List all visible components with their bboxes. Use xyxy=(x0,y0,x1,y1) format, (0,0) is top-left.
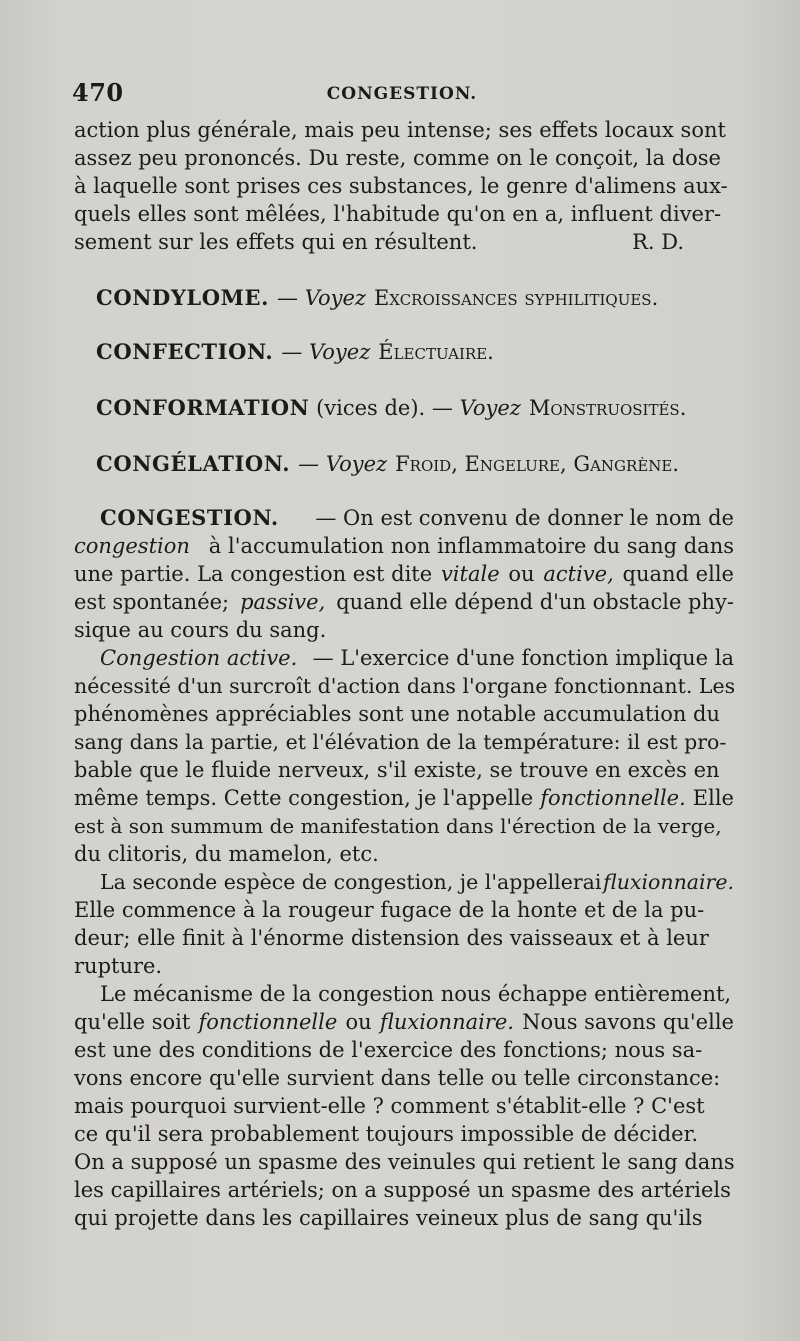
line-text: phénomènes appréciables sont une notable accumulation du xyxy=(74,702,721,726)
line-text: même temps. Cette congestion, je l'appelle xyxy=(74,786,534,810)
text-line xyxy=(74,811,734,841)
line-text: est spontanée; xyxy=(74,590,230,614)
text-line xyxy=(74,1035,734,1065)
entry-condylome xyxy=(96,283,756,313)
italic-term: fonctionnelle xyxy=(198,1010,338,1034)
text-line xyxy=(74,531,734,561)
line-text: ce qu'il sera probablement toujours impossible de décider. xyxy=(74,1122,699,1146)
line-text: du clitoris, du mamelon, etc. xyxy=(74,842,379,866)
entry-congestion xyxy=(100,503,734,533)
text-line xyxy=(100,867,734,897)
text-line xyxy=(74,1091,734,1121)
text-line xyxy=(74,671,734,701)
text-line xyxy=(74,755,734,785)
page-number: 470 xyxy=(72,78,124,107)
italic-term: fluxionnaire. xyxy=(603,870,734,894)
line-text: une partie. La congestion est dite xyxy=(74,562,433,586)
line-text: action plus générale, mais peu intense; ses effets locaux sont xyxy=(74,118,726,142)
running-title: CONGESTION. xyxy=(326,84,478,104)
text-line xyxy=(74,171,734,201)
text-line xyxy=(74,1175,734,1205)
italic-term: fonctionnelle. xyxy=(540,786,686,810)
line-text: qui projette dans les capillaires veineux plus de sang qu'ils xyxy=(74,1206,703,1230)
text-line xyxy=(74,699,734,729)
line-text: à l'accumulation non inflammatoire du sang dans xyxy=(208,534,734,558)
line-text: les capillaires artériels; on a supposé un spasme des artériels xyxy=(74,1178,731,1202)
entry-congelation xyxy=(96,449,756,479)
text-line xyxy=(74,1063,734,1093)
line-text: ou xyxy=(345,1010,372,1034)
line-text: nécessité d'un surcroît d'action dans l'organe fonctionnant. Les xyxy=(74,674,736,698)
see-reference: — Voyez xyxy=(298,452,388,476)
see-reference: — Voyez xyxy=(277,286,366,310)
italic-term: congestion xyxy=(74,534,190,558)
text-line xyxy=(74,727,734,757)
line-text: bable que le fluide nerveux, s'il existe, se trouve en excès en xyxy=(74,758,720,782)
line-text: Le mécanisme de la congestion nous échappe entièrement, xyxy=(100,982,732,1006)
section-heading: Congestion active. xyxy=(100,646,298,670)
line-text: On a supposé un spasme des veinules qui retient le sang dans xyxy=(74,1150,735,1174)
cross-reference: Monstruosités. xyxy=(528,396,687,420)
entry-term: CONFORMATION xyxy=(96,395,310,420)
line-text: Nous savons qu'elle xyxy=(522,1010,734,1034)
line-text: ou xyxy=(508,562,535,586)
cross-reference: Froid, Engelure, Gangrène. xyxy=(395,452,680,476)
line-text: qu'elle soit xyxy=(74,1010,191,1034)
italic-term: vitale xyxy=(440,562,500,586)
line-text: sement sur les effets qui en résultent. xyxy=(74,230,478,254)
text-line xyxy=(100,643,734,673)
text-line xyxy=(74,143,734,173)
line-text: — L'exercice d'une fonction implique la xyxy=(312,646,734,670)
text-line xyxy=(74,227,734,257)
line-text: Elle commence à la rougeur fugace de la honte et de la pu- xyxy=(74,898,705,922)
line-text: assez peu prononcés. Du reste, comme on le conçoit, la dose xyxy=(74,146,721,170)
line-text: rupture. xyxy=(74,954,163,978)
line-text: est une des conditions de l'exercice des fonctions; nous sa- xyxy=(74,1038,703,1062)
line-text: sang dans la partie, et l'élévation de la température: il est pro- xyxy=(74,730,727,754)
line-text: La seconde espèce de congestion, je l'appellerai xyxy=(100,870,602,894)
text-line xyxy=(74,615,734,645)
line-text: quand elle xyxy=(622,562,734,586)
text-line xyxy=(74,1007,734,1037)
see-reference: — Voyez xyxy=(281,340,371,364)
line-text: sique au cours du sang. xyxy=(74,618,327,642)
text-line xyxy=(74,951,734,981)
text-line xyxy=(100,979,734,1009)
text-line xyxy=(74,783,734,813)
line-text: Elle xyxy=(692,786,734,810)
text-line xyxy=(74,1119,734,1149)
author-signature: R. D. xyxy=(632,230,684,254)
see-reference: Voyez xyxy=(459,396,521,420)
line-text: à laquelle sont prises ces substances, le genre d'alimens aux- xyxy=(74,174,728,198)
line-text: quels elles sont mêlées, l'habitude qu'on en a, influent diver- xyxy=(74,202,722,226)
entry-term: CONDYLOME. xyxy=(96,285,270,310)
line-text: — On est convenu de donner le nom de xyxy=(315,506,734,530)
entry-term: CONFECTION. xyxy=(96,339,274,364)
cross-reference: Excroissances syphilitiques. xyxy=(373,286,659,310)
text-line xyxy=(74,1147,734,1177)
text-line xyxy=(74,895,734,925)
text-line xyxy=(74,839,734,869)
text-line xyxy=(74,923,734,953)
entry-conformation xyxy=(96,393,756,423)
text-line xyxy=(74,587,734,617)
entry-term: CONGÉLATION. xyxy=(96,451,291,476)
line-text: quand elle dépend d'un obstacle phy- xyxy=(336,590,734,614)
cross-reference: Électuaire. xyxy=(378,340,494,364)
text-line xyxy=(74,1203,734,1233)
text-line xyxy=(74,559,734,589)
line-text: mais pourquoi survient-elle ? comment s'établit-elle ? C'est xyxy=(74,1094,705,1118)
line-text: vons encore qu'elle survient dans telle ou telle circonstance: xyxy=(74,1066,721,1090)
page-header xyxy=(72,78,732,112)
line-text: est à son summum de manifestation dans l'érection de la verge, xyxy=(74,814,722,838)
line-text: deur; elle finit à l'énorme distension des vaisseaux et à leur xyxy=(74,926,709,950)
italic-term: passive, xyxy=(240,590,326,614)
text-line xyxy=(74,199,734,229)
italic-term: fluxionnaire. xyxy=(379,1010,514,1034)
entry-confection xyxy=(96,337,756,367)
text-line xyxy=(74,115,734,145)
entry-qualifier: (vices de). — xyxy=(309,396,460,420)
italic-term: active, xyxy=(543,562,614,586)
entry-term: CONGESTION. xyxy=(100,505,279,530)
